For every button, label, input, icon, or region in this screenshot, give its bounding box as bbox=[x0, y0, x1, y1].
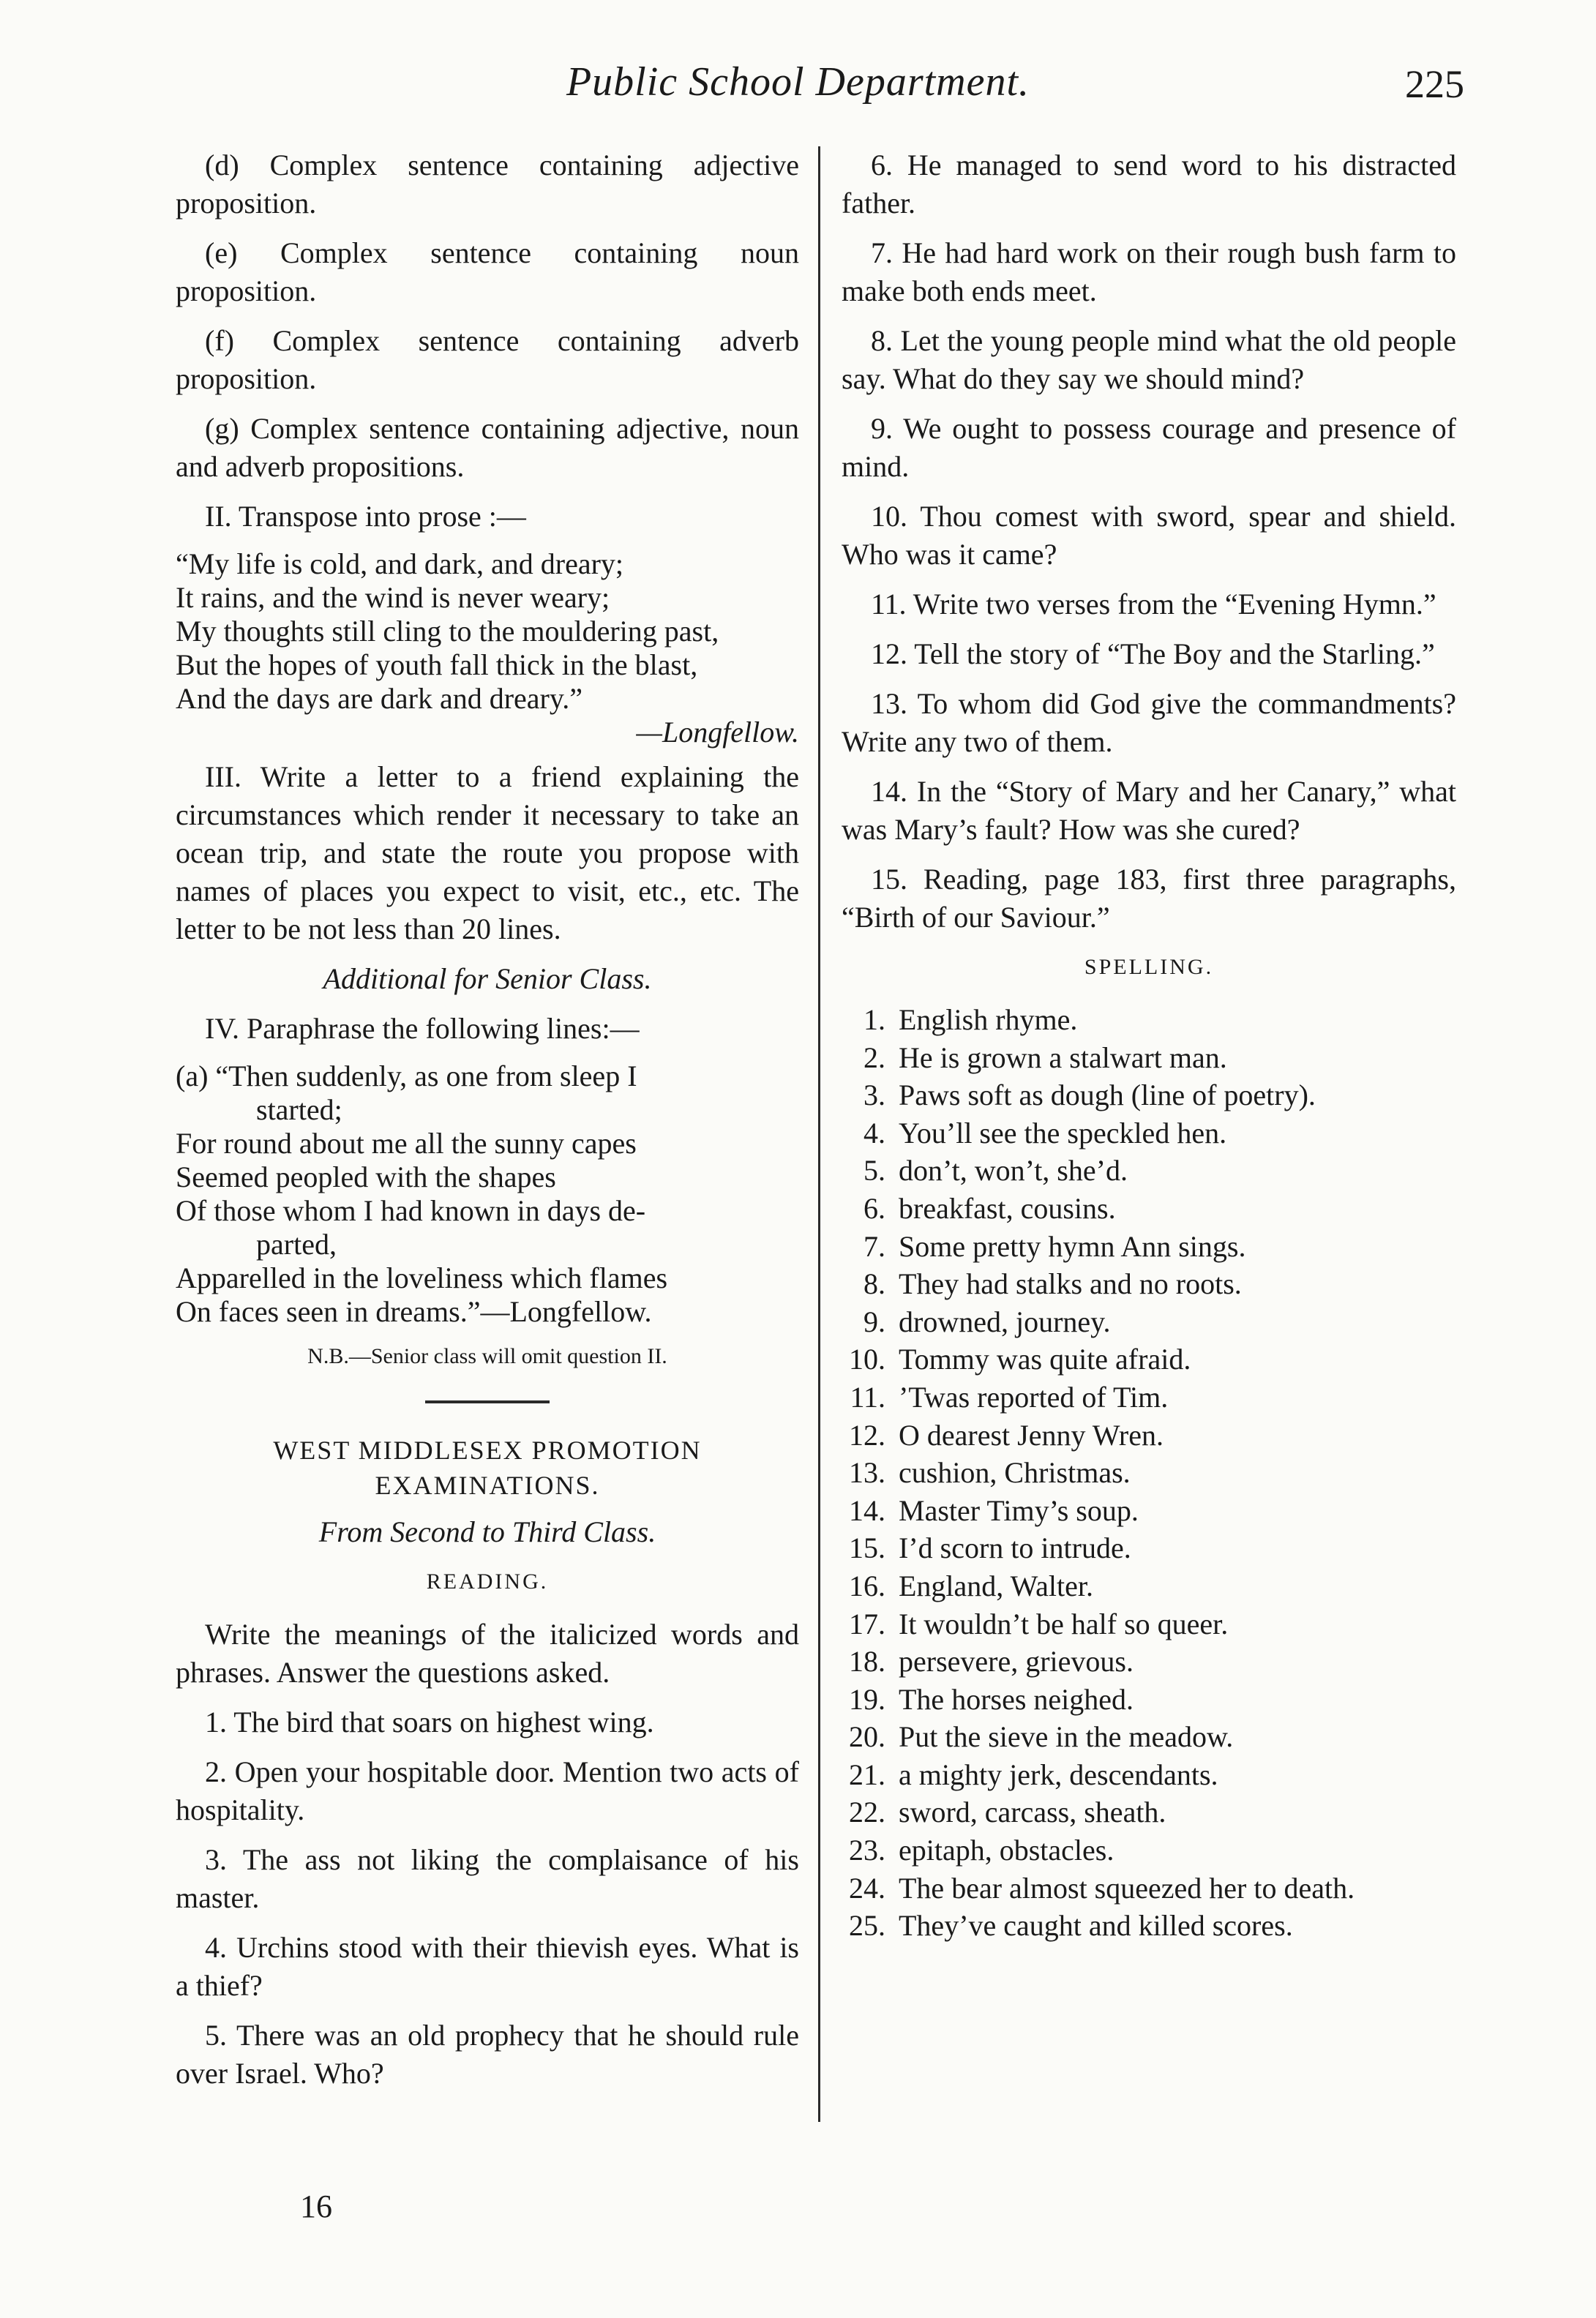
spelling-item: 10. Tommy was quite afraid. bbox=[849, 1343, 1191, 1376]
exam-subheading: From Second to Third Class. bbox=[318, 1515, 656, 1548]
reading-item: 15. Reading, page 183, first three paragraphs, “Birth of our Saviour.” bbox=[842, 863, 1456, 934]
poem-longfellow-1 bbox=[176, 547, 799, 749]
spelling-item: 4. You’ll see the speckled hen. bbox=[863, 1116, 1227, 1149]
poem-attribution: —Longfellow. bbox=[636, 716, 799, 749]
spelling-item: 21. a mighty jerk, descendants. bbox=[849, 1758, 1218, 1791]
reading-item: 11. Write two verses from the “Evening Hymn.” bbox=[871, 588, 1436, 620]
reading-item: 7. He had hard work on their rough bush farm to make both ends meet. bbox=[842, 236, 1456, 307]
spelling-item: 1. English rhyme. bbox=[863, 1003, 1078, 1036]
column-divider bbox=[818, 146, 820, 2122]
reading-item: 5. There was an old prophecy that he should rule over Israel. Who? bbox=[176, 2019, 799, 2090]
signature-mark: 16 bbox=[300, 2188, 332, 2224]
poem-longfellow-2 bbox=[176, 1059, 799, 1329]
spelling-item: 25. They’ve caught and killed scores. bbox=[849, 1909, 1293, 1943]
page-header bbox=[0, 59, 1596, 124]
reading-heading: READING. bbox=[426, 1569, 549, 1594]
poem-line: Of those whom I had known in days de- bbox=[176, 1194, 646, 1227]
spelling-item: 7. Some pretty hymn Ann sings. bbox=[863, 1229, 1246, 1263]
poem-line: parted, bbox=[256, 1228, 337, 1261]
spelling-item: 15. I’d scorn to intrude. bbox=[849, 1531, 1131, 1565]
spelling-item: 23. epitaph, obstacles. bbox=[849, 1834, 1114, 1867]
poem-line: And the days are dark and dreary.” bbox=[176, 682, 583, 715]
poem-line: started; bbox=[256, 1093, 342, 1126]
spelling-item: 14. Master Timy’s soup. bbox=[849, 1493, 1139, 1527]
spelling-item: 8. They had stalks and no roots. bbox=[863, 1267, 1242, 1301]
running-title: Public School Department. bbox=[566, 59, 1030, 105]
reading-item: 4. Urchins stood with their thievish eyes. What is a thief? bbox=[176, 1931, 799, 2002]
reading-item: 12. Tell the story of “The Boy and the Starling.” bbox=[871, 637, 1435, 670]
reading-item: 10. Thou comest with sword, spear and shield. Who was it came? bbox=[842, 500, 1456, 571]
reading-item: 2. Open your hospitable door. Mention two acts of hospitality. bbox=[176, 1755, 799, 1826]
poem-line: Apparelled in the loveliness which flames bbox=[176, 1261, 668, 1294]
spelling-item: 2. He is grown a stalwart man. bbox=[863, 1040, 1227, 1074]
reading-intro: Write the meanings of the italicized words and phrases. Answer the questions asked. bbox=[176, 1618, 799, 1689]
spelling-item: 5. don’t, won’t, she’d. bbox=[863, 1154, 1128, 1188]
right-column bbox=[842, 146, 1456, 1945]
question-item: (f) Complex sentence containing adverb proposition. bbox=[176, 324, 799, 395]
question-item: (e) Complex sentence containing noun proposition. bbox=[176, 236, 799, 307]
question-item: IV. Paraphrase the following lines:— bbox=[205, 1012, 640, 1045]
poem-line: (a) “Then suddenly, as one from sleep I bbox=[176, 1059, 637, 1092]
spelling-item: 16. England, Walter. bbox=[849, 1569, 1093, 1602]
poem-line: For round about me all the sunny capes bbox=[176, 1127, 637, 1160]
spelling-item: 13. cushion, Christmas. bbox=[849, 1456, 1131, 1490]
reading-item: 13. To whom did God give the commandments? Write any two of them. bbox=[842, 687, 1456, 758]
reading-item: 8. Let the young people mind what the old people say. What do they say we should mind? bbox=[842, 324, 1456, 395]
section-subheading: Additional for Senior Class. bbox=[323, 962, 652, 995]
question-item: II. Transpose into prose :— bbox=[205, 500, 526, 533]
section-rule bbox=[425, 1400, 550, 1403]
reading-item: 6. He managed to send word to his distracted father. bbox=[842, 149, 1456, 220]
spelling-heading: SPELLING. bbox=[1084, 955, 1214, 979]
spelling-item: 20. Put the sieve in the meadow. bbox=[849, 1720, 1234, 1754]
page-number: 225 bbox=[1405, 62, 1464, 106]
question-item: (g) Complex sentence containing adjective, noun and adverb propositions. bbox=[176, 412, 799, 483]
spelling-item: 9. drowned, journey. bbox=[863, 1305, 1111, 1338]
spelling-item: 6. breakfast, cousins. bbox=[863, 1191, 1116, 1225]
poem-line: It rains, and the wind is never weary; bbox=[176, 581, 610, 614]
spelling-item: 24. The bear almost squeezed her to death. bbox=[849, 1871, 1355, 1905]
spelling-item: 12. O dearest Jenny Wren. bbox=[849, 1418, 1164, 1452]
poem-line: But the hopes of youth fall thick in the blast, bbox=[176, 648, 698, 681]
poem-line: On faces seen in dreams.”—Longfellow. bbox=[176, 1295, 652, 1328]
note: N.B.—Senior class will omit question II. bbox=[307, 1344, 667, 1368]
poem-line: “My life is cold, and dark, and dreary; bbox=[176, 547, 624, 580]
left-column bbox=[176, 146, 799, 2104]
poem-line: Seemed peopled with the shapes bbox=[176, 1160, 556, 1193]
spelling-item: 18. persevere, grievous. bbox=[849, 1645, 1134, 1679]
spelling-item: 22. sword, carcass, sheath. bbox=[849, 1796, 1166, 1829]
reading-item: 3. The ass not liking the complaisance of his master. bbox=[176, 1843, 799, 1914]
reading-item: 14. In the “Story of Mary and her Canary,” what was Mary’s fault? How was she cured? bbox=[842, 775, 1456, 846]
reading-item: 9. We ought to possess courage and presence of mind. bbox=[842, 412, 1456, 483]
reading-item: 1. The bird that soars on highest wing. bbox=[205, 1706, 654, 1738]
question-item: (d) Complex sentence containing adjective proposition. bbox=[176, 149, 799, 220]
spelling-item: 19. The horses neighed. bbox=[849, 1682, 1134, 1716]
spelling-item: 11. ’Twas reported of Tim. bbox=[850, 1380, 1169, 1414]
spelling-item: 17. It wouldn’t be half so queer. bbox=[849, 1607, 1229, 1640]
spelling-list bbox=[842, 1001, 1456, 1945]
exam-heading: WEST MIDDLESEX PROMOTION EXAMINATIONS. bbox=[273, 1436, 702, 1500]
question-item: III. Write a letter to a friend explaining the circumstances which render it necessary to take an ocean trip, and state the route you propose with names of places you expect to visit, etc., etc. The letter to be not less than 20 lines. bbox=[176, 760, 799, 945]
spelling-item: 3. Paws soft as dough (line of poetry). bbox=[863, 1079, 1316, 1112]
poem-line: My thoughts still cling to the mouldering past, bbox=[176, 615, 719, 648]
